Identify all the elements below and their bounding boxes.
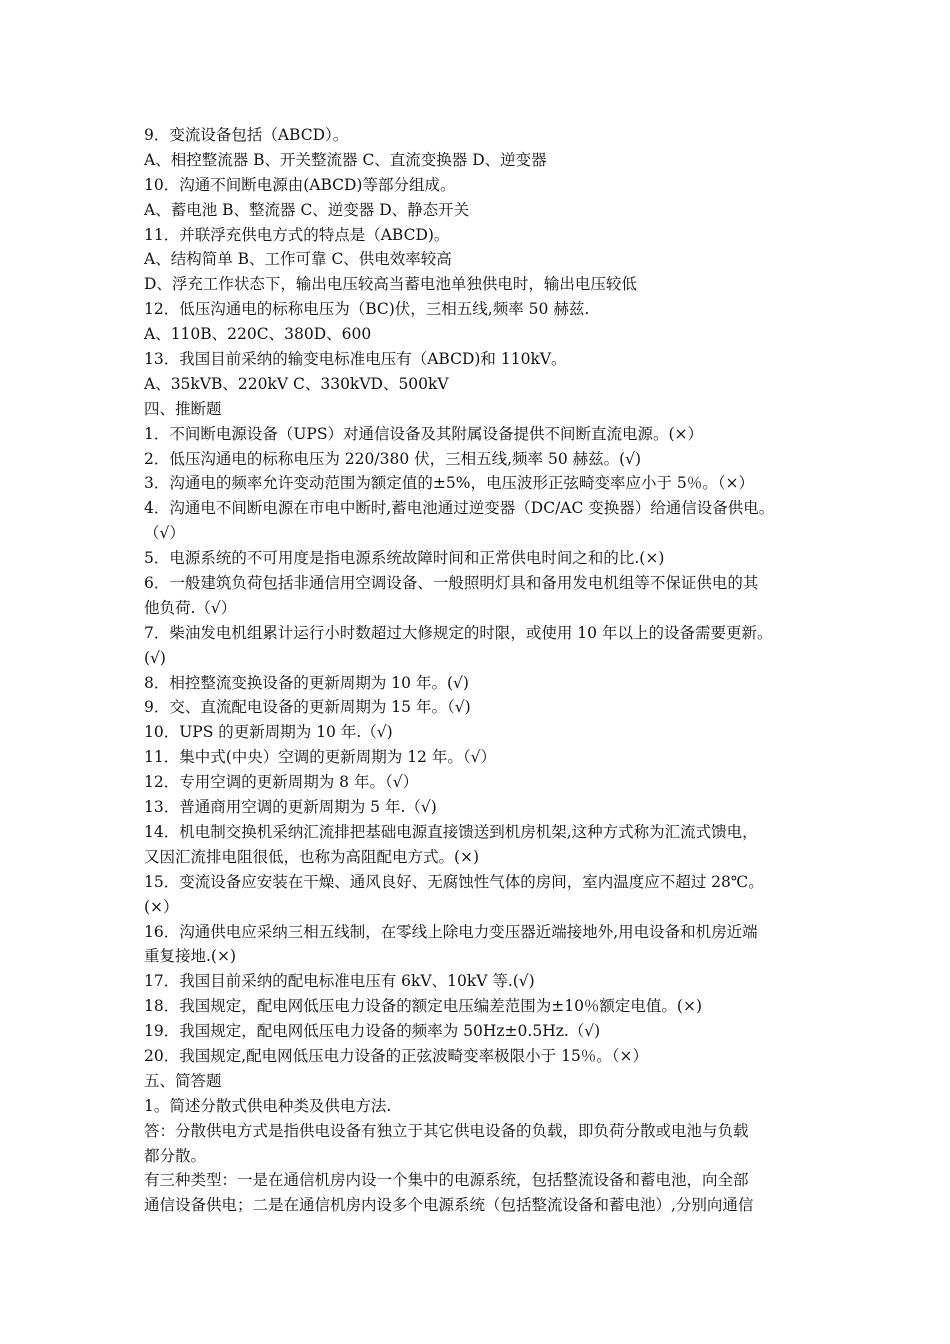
text-line: 重复接地.(×) [144,947,237,966]
text-line: 四、推断题 [144,399,222,418]
text-line: 4．沟通电不间断电源在市电中断时,蓄电池通过逆变器（DC/AC 变换器）给通信设备供电。 [144,499,775,518]
text-line: 18．我国规定，配电网低压电力设备的额定电压编差范围为±10％额定电值。(×) [144,997,703,1016]
text-line: 13．我国目前采纳的输变电标准电压有（ABCD)和 110kV。 [144,350,567,369]
text-line: 3．沟通电的频率允许变动范围为额定值的±5%，电压波形正弦畸变率应小于 5％。（×） [144,474,754,493]
text-line: 8．相控整流变换设备的更新周期为 10 年。(√) [144,673,469,692]
text-line: 又因汇流排电阻很低，也称为高阻配电方式。(×) [144,847,480,866]
text-line: 16．沟通供电应采纳三相五线制，在零线上除电力变压器近端接地外,用电设备和机房近端 [144,922,758,941]
text-line: 19．我国规定，配电网低压电力设备的频率为 50Hz±0.5Hz.（√) [144,1022,601,1041]
text-line: 13．普通商用空调的更新周期为 5 年.（√) [144,798,437,817]
text-line: 通信设备供电；二是在通信机房内设多个电源系统（包括整流设备和蓄电池）,分别向通信 [144,1196,754,1215]
text-line: 五、简答题 [144,1071,222,1090]
text-line: （√） [144,524,185,543]
text-line: A、蓄电池 B、整流器 C、逆变器 D、静态开关 [144,200,470,219]
text-line: 2．低压沟通电的标称电压为 220/380 伏，三相五线,频率 50 赫兹。(√) [144,449,642,468]
text-line: 1。简述分散式供电种类及供电方法. [144,1096,392,1115]
text-line: 1．不间断电源设备（UPS）对通信设备及其附属设备提供不间断直流电源。(×） [144,424,704,443]
text-line: 20．我国规定,配电网低压电力设备的正弦波畸变率极限小于 15％。（×） [144,1046,649,1065]
text-line: 9．变流设备包括（ABCD）。 [144,126,349,144]
text-line: 12．专用空调的更新周期为 8 年。（√） [144,773,419,792]
text-line: A、110B、220C、380D、600 [144,325,372,344]
text-line: 11．并联浮充供电方式的特点是（ABCD)。 [144,225,450,244]
text-line: (×） [144,897,179,916]
text-line: 6．一般建筑负荷包括非通信用空调设备、一般照明灯具和备用发电机组等不保证供电的其 [144,574,759,593]
text-line: A、35kVB、220kV C、330kVD、500kV [144,374,449,393]
document-body [144,123,824,1218]
text-line: 14．机电制交换机采纳汇流排把基础电源直接馈送到机房机架,这种方式称为汇流式馈电， [144,822,758,841]
text-line: 答：分散供电方式是指供电设备有独立于其它供电设备的负载，即负荷分散或电池与负载 [144,1121,749,1140]
text-line: 15．变流设备应安装在干燥、通风良好、无腐蚀性气体的房间，室内温度应不超过 28℃。 [144,872,764,891]
text-line: 12．低压沟通电的标称电压为（BC)伏，三相五线,频率 50 赫兹. [144,300,590,319]
text-line: 11．集中式(中央）空调的更新周期为 12 年。（√） [144,748,496,767]
text-line: 9．交、直流配电设备的更新周期为 15 年。（√) [144,698,471,717]
text-line: 都分散。 [144,1146,207,1165]
text-line: 有三种类型：一是在通信机房内设一个集中的电源系统，包括整流设备和蓄电池，向全部 [144,1171,749,1190]
text-line: 7．柴油发电机组累计运行小时数超过大修规定的时限，或使用 10 年以上的设备需要更新。 [144,623,773,642]
text-line: 他负荷.（√） [144,598,237,617]
text-line: A、相控整流器 B、开关整流器 C、直流变换器 D、逆变器 [144,150,547,169]
text-line: 10．UPS 的更新周期为 10 年.（√) [144,723,393,742]
text-line: (√) [144,648,166,667]
text-line: A、结构简单 B、工作可靠 C、供电效率较高 [144,250,452,269]
text-line: 10．沟通不间断电源由(ABCD)等部分组成。 [144,175,456,194]
text-line: 5．电源系统的不可用度是指电源系统故障时间和正常供电时间之和的比.(×) [144,549,665,568]
text-line: D、浮充工作状态下，输出电压较高当蓄电池单独供电时，输出电压较低 [144,275,637,294]
text-line: 17．我国目前采纳的配电标准电压有 6kV、10kV 等.(√) [144,972,535,991]
